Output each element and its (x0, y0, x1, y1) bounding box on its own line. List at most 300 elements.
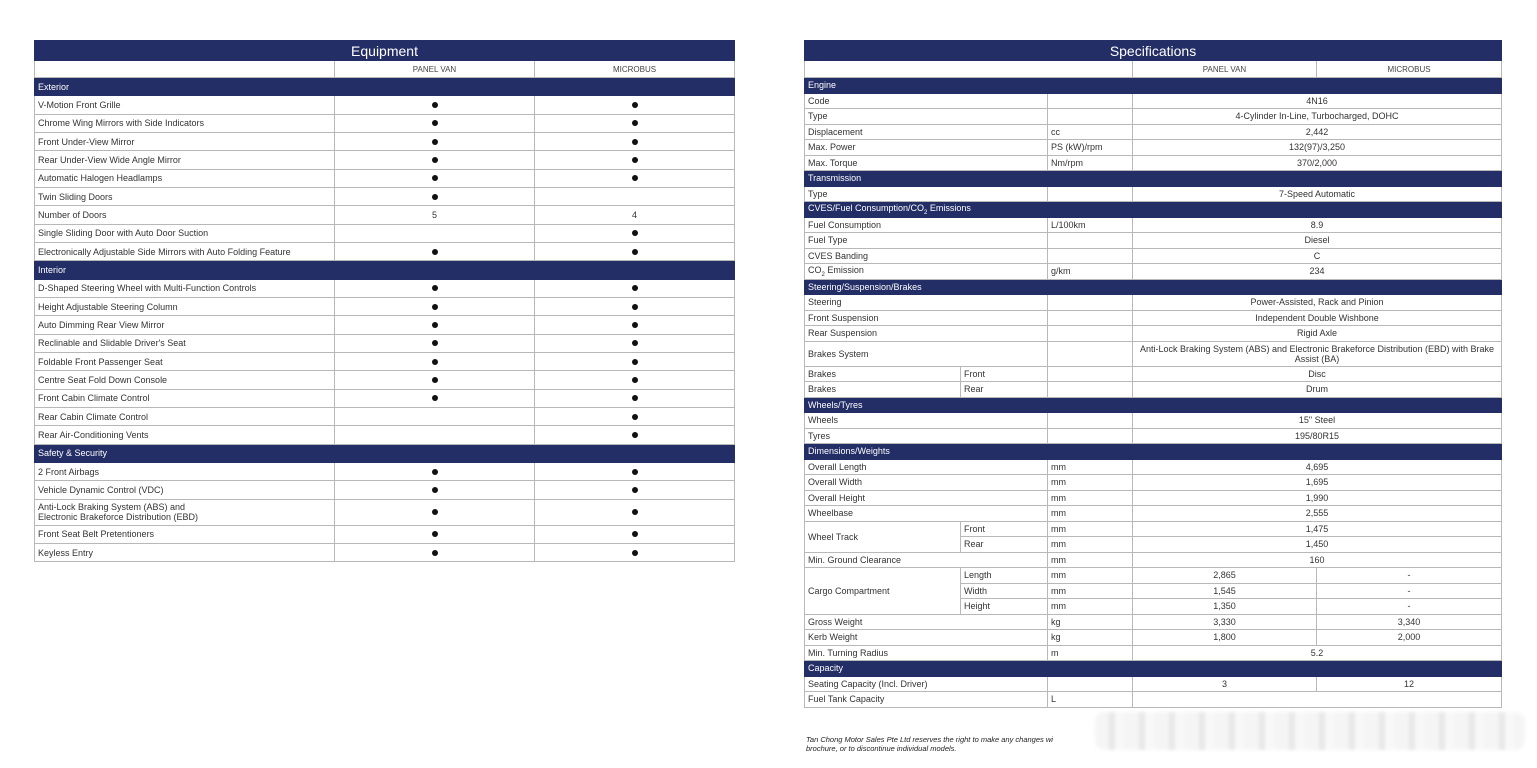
spec-section-wheels (805, 397, 1502, 444)
spec-co2-row-group (805, 264, 1502, 280)
standard-feature-dot-icon (632, 120, 638, 126)
spec-row (805, 326, 1502, 342)
equipment-title-row (35, 41, 735, 61)
spec-row (805, 413, 1502, 429)
spec-row-ground-clearance (805, 552, 1502, 568)
equipment-value-microbus (535, 371, 735, 389)
equipment-value-microbus (535, 481, 735, 499)
equipment-row (35, 525, 735, 543)
spec-label: CVES Banding (805, 248, 1048, 264)
spec-row (805, 217, 1502, 233)
spec-row (805, 109, 1502, 125)
spec-value: C (1133, 248, 1502, 264)
spec-section-engine (805, 78, 1502, 171)
spec-label: Kerb Weight (805, 630, 1048, 646)
spec-section-dimensions (805, 444, 1502, 522)
equipment-row (35, 297, 735, 315)
spec-row (805, 155, 1502, 171)
spec-unit: L/100km (1048, 217, 1133, 233)
spec-label: Overall Height (805, 490, 1048, 506)
equipment-row (35, 169, 735, 187)
spec-value-microbus: - (1317, 568, 1502, 584)
section-header (805, 279, 1502, 295)
spec-row-gross-weight (805, 614, 1502, 630)
equipment-row (35, 187, 735, 205)
spec-unit: kg (1048, 614, 1133, 630)
equipment-value-microbus: 4 (535, 206, 735, 224)
spec-row (805, 248, 1502, 264)
equipment-row (35, 389, 735, 407)
spec-value-microbus: 2,000 (1317, 630, 1502, 646)
equipment-label-text: Centre Seat Fold Down Console (38, 374, 168, 385)
equipment-label (35, 407, 335, 425)
spec-unit: m (1048, 645, 1133, 661)
section-header (805, 444, 1502, 460)
standard-feature-dot-icon (432, 531, 438, 537)
spec-row-cargo-length (805, 568, 1502, 584)
equipment-label (35, 316, 335, 334)
spec-section-cves-rows (805, 217, 1502, 264)
equipment-value-panel-van (335, 543, 535, 561)
spec-label: Wheelbase (805, 506, 1048, 522)
specifications-header-blank (805, 61, 1133, 78)
equipment-column-header-row (35, 61, 735, 78)
spec-value: 1,990 (1133, 490, 1502, 506)
spec-section-steering (805, 279, 1502, 341)
equipment-label-text: Front Seat Belt Pretentioners (38, 529, 155, 540)
spec-value: 4,695 (1133, 459, 1502, 475)
equipment-label (35, 279, 335, 297)
spec-unit: g/km (1048, 264, 1133, 280)
spec-sublabel: Length (961, 568, 1048, 584)
equipment-value-microbus (535, 297, 735, 315)
spec-label: Gross Weight (805, 614, 1048, 630)
equipment-label (35, 187, 335, 205)
spec-label: Wheels (805, 413, 1048, 429)
equipment-value-microbus (535, 96, 735, 114)
section-title: Dimensions/Weights (805, 444, 1502, 460)
spec-section-cves (805, 202, 1502, 218)
spec-sublabel: Rear (961, 537, 1048, 553)
equipment-value-microbus (535, 169, 735, 187)
equipment-value-panel-van (335, 279, 535, 297)
standard-feature-dot-icon (632, 414, 638, 420)
standard-feature-dot-icon (632, 487, 638, 493)
equipment-label-text: Front Under-View Mirror (38, 136, 135, 147)
spec-value: 234 (1133, 264, 1502, 280)
section-title: Capacity (805, 661, 1502, 677)
spec-unit (1048, 310, 1133, 326)
spec-value: 15" Steel (1133, 413, 1502, 429)
equipment-row (35, 96, 735, 114)
spec-value-panel-van: 1,800 (1133, 630, 1317, 646)
equipment-value-microbus (535, 279, 735, 297)
spec-unit (1048, 186, 1133, 202)
spec-row (805, 140, 1502, 156)
equipment-title: Equipment (35, 41, 735, 61)
equipment-row (35, 242, 735, 260)
subscript-2: 2 (924, 209, 928, 216)
spec-unit: mm (1048, 459, 1133, 475)
spec-label: Front Suspension (805, 310, 1048, 326)
spec-row (805, 310, 1502, 326)
section-title-suffix: Emissions (927, 202, 971, 213)
equipment-label-text: Foldable Front Passenger Seat (38, 356, 163, 367)
section-title: Exterior (35, 78, 735, 96)
equipment-label-text: Twin Sliding Doors (38, 191, 113, 202)
spec-label: Fuel Tank Capacity (805, 692, 1048, 708)
spec-unit: mm (1048, 475, 1133, 491)
spec-value: 5.2 (1133, 645, 1502, 661)
specifications-title-row (805, 41, 1502, 61)
standard-feature-dot-icon (432, 340, 438, 346)
section-title: Interior (35, 261, 735, 279)
standard-feature-dot-icon (632, 230, 638, 236)
spec-row (805, 186, 1502, 202)
equipment-label (35, 151, 335, 169)
spec-unit: mm (1048, 552, 1133, 568)
equipment-row (35, 114, 735, 132)
spec-unit (1048, 326, 1133, 342)
spec-sublabel: Height (961, 599, 1048, 615)
equipment-label (35, 96, 335, 114)
spec-label: Brakes (805, 366, 961, 382)
equipment-value-panel-van (335, 389, 535, 407)
spec-unit: mm (1048, 506, 1133, 522)
spec-unit: mm (1048, 537, 1133, 553)
equipment-value-microbus (535, 132, 735, 150)
equipment-value-microbus (535, 426, 735, 444)
spec-label: Seating Capacity (Incl. Driver) (805, 676, 1048, 692)
equipment-value-microbus (535, 316, 735, 334)
equipment-value-microbus (535, 389, 735, 407)
spec-row (805, 459, 1502, 475)
spec-label: Overall Width (805, 475, 1048, 491)
spec-row-kerb-weight (805, 630, 1502, 646)
spec-value-microbus: - (1317, 599, 1502, 615)
equipment-value-microbus (535, 224, 735, 242)
spec-value: 1,475 (1133, 521, 1502, 537)
equipment-value-microbus (535, 543, 735, 561)
spec-label: Wheel Track (805, 521, 961, 552)
equipment-label-text: Chrome Wing Mirrors with Side Indicators (38, 118, 205, 129)
equipment-row (35, 462, 735, 480)
equipment-row (35, 334, 735, 352)
section-title: Steering/Suspension/Brakes (805, 279, 1502, 295)
equipment-label-text: D-Shaped Steering Wheel with Multi-Function Controls (38, 283, 257, 294)
spec-unit (1048, 413, 1133, 429)
spec-row-wheel-track-front (805, 521, 1502, 537)
spec-label: Steering (805, 295, 1048, 311)
spec-label: Fuel Type (805, 233, 1048, 249)
equipment-label-text: Keyless Entry (38, 547, 94, 558)
equipment-label-text: Single Sliding Door with Auto Door Suction (38, 228, 209, 239)
specifications-header-panel-van: PANEL VAN (1133, 61, 1317, 78)
standard-feature-dot-icon (632, 395, 638, 401)
disclaimer-line-1: Tan Chong Motor Sales Pte Ltd reserves the right to make any changes wi (806, 735, 1053, 744)
co2-label-suffix: Emission (824, 264, 864, 275)
spec-value: Anti-Lock Braking System (ABS) and Electronic Brakeforce Distribution (EBD) with Brake Assist (BA) (1133, 341, 1502, 366)
blurred-overlay (1095, 712, 1525, 750)
equipment-row (35, 224, 735, 242)
equipment-value-microbus (535, 407, 735, 425)
standard-feature-dot-icon (632, 531, 638, 537)
equipment-label-text: Vehicle Dynamic Control (VDC) (38, 484, 164, 495)
equipment-label-text: Front Cabin Climate Control (38, 393, 150, 404)
spec-sublabel: Front (961, 521, 1048, 537)
spec-unit: mm (1048, 521, 1133, 537)
equipment-value-panel-van (335, 132, 535, 150)
spec-value: 195/80R15 (1133, 428, 1502, 444)
standard-feature-dot-icon (432, 194, 438, 200)
standard-feature-dot-icon (632, 285, 638, 291)
spec-value: 160 (1133, 552, 1502, 568)
equipment-value-panel-van: 5 (335, 206, 535, 224)
spec-value-panel-van: 2,865 (1133, 568, 1317, 584)
standard-feature-dot-icon (632, 340, 638, 346)
equipment-value-panel-van (335, 334, 535, 352)
spec-value: Drum (1133, 382, 1502, 398)
equipment-label (35, 462, 335, 480)
equipment-value-microbus (535, 499, 735, 525)
equipment-label (35, 426, 335, 444)
standard-feature-dot-icon (632, 509, 638, 515)
equipment-label-text: Anti-Lock Braking System (ABS) and (38, 502, 186, 513)
spec-section-transmission (805, 171, 1502, 202)
standard-feature-dot-icon (432, 102, 438, 108)
equipment-value-panel-van (335, 499, 535, 525)
section-title: Engine (805, 78, 1502, 94)
equipment-header-panel-van: PANEL VAN (335, 61, 535, 78)
spec-row (805, 428, 1502, 444)
standard-feature-dot-icon (632, 139, 638, 145)
spec-row (805, 490, 1502, 506)
equipment-row (35, 206, 735, 224)
spec-value-microbus: 3,340 (1317, 614, 1502, 630)
equipment-label-text: Rear Under-View Wide Angle Mirror (38, 154, 181, 165)
spec-sublabel: Width (961, 583, 1048, 599)
spec-unit (1048, 366, 1133, 382)
spec-unit (1048, 382, 1133, 398)
equipment-row (35, 279, 735, 297)
section-header (805, 78, 1502, 94)
spec-value-microbus: 12 (1317, 676, 1502, 692)
standard-feature-dot-icon (432, 139, 438, 145)
spec-value: Independent Double Wishbone (1133, 310, 1502, 326)
standard-feature-dot-icon (432, 550, 438, 556)
spec-label (805, 264, 1048, 280)
equipment-label (35, 499, 335, 525)
spec-unit (1048, 428, 1133, 444)
spec-row (805, 475, 1502, 491)
spec-value: Disc (1133, 366, 1502, 382)
standard-feature-dot-icon (632, 359, 638, 365)
standard-feature-dot-icon (432, 395, 438, 401)
spec-value: Diesel (1133, 233, 1502, 249)
equipment-header-blank (35, 61, 335, 78)
equipment-label-text: Reclinable and Slidable Driver's Seat (38, 338, 186, 349)
co2-label-prefix: CO (808, 264, 822, 275)
equipment-label (35, 352, 335, 370)
spec-value: 2,442 (1133, 124, 1502, 140)
equipment-header-microbus: MICROBUS (535, 61, 735, 78)
spec-unit: mm (1048, 599, 1133, 615)
spec-value: Rigid Axle (1133, 326, 1502, 342)
spec-row-brakes-system (805, 341, 1502, 366)
equipment-label (35, 114, 335, 132)
spec-label: Cargo Compartment (805, 568, 961, 615)
equipment-value-microbus (535, 151, 735, 169)
standard-feature-dot-icon (432, 377, 438, 383)
equipment-row (35, 371, 735, 389)
equipment-label-text: 2 Front Airbags (38, 466, 100, 477)
section-title: Safety & Security (35, 444, 735, 462)
spec-unit: mm (1048, 583, 1133, 599)
spec-unit (1048, 248, 1133, 264)
section-header (35, 78, 735, 96)
spec-row-brakes-rear (805, 382, 1502, 398)
spec-value: 4N16 (1133, 93, 1502, 109)
standard-feature-dot-icon (632, 432, 638, 438)
equipment-label (35, 481, 335, 499)
spec-unit: Nm/rpm (1048, 155, 1133, 171)
standard-feature-dot-icon (632, 377, 638, 383)
equipment-label (35, 543, 335, 561)
standard-feature-dot-icon (432, 157, 438, 163)
spec-unit: mm (1048, 490, 1133, 506)
equipment-value-microbus (535, 462, 735, 480)
equipment-value-panel-van (335, 169, 535, 187)
spec-unit: L (1048, 692, 1133, 708)
equipment-label (35, 334, 335, 352)
spec-row (805, 233, 1502, 249)
standard-feature-dot-icon (632, 322, 638, 328)
equipment-value-panel-van (335, 462, 535, 480)
spec-label: Min. Turning Radius (805, 645, 1048, 661)
spec-value: 132(97)/3,250 (1133, 140, 1502, 156)
section-header (805, 661, 1502, 677)
standard-feature-dot-icon (632, 249, 638, 255)
section-title-text: CVES/Fuel Consumption/CO (808, 202, 925, 213)
spec-label: Brakes System (805, 341, 1048, 366)
spec-label: Max. Torque (805, 155, 1048, 171)
spec-label: Max. Power (805, 140, 1048, 156)
section-title: Transmission (805, 171, 1502, 187)
equipment-label-text: Electronically Adjustable Side Mirrors with Auto Folding Feature (38, 246, 291, 257)
equipment-label (35, 169, 335, 187)
standard-feature-dot-icon (432, 249, 438, 255)
equipment-value-panel-van (335, 352, 535, 370)
equipment-label (35, 224, 335, 242)
equipment-row (35, 481, 735, 499)
equipment-value-microbus (535, 352, 735, 370)
disclaimer-line-2: brochure, or to discontinue individual models. (806, 744, 957, 753)
spec-value: 370/2,000 (1133, 155, 1502, 171)
standard-feature-dot-icon (432, 304, 438, 310)
spec-value: 1,695 (1133, 475, 1502, 491)
equipment-value-panel-van (335, 407, 535, 425)
specifications-column-header-row (805, 61, 1502, 78)
equipment-label (35, 389, 335, 407)
equipment-row (35, 151, 735, 169)
spec-brakes-group (805, 341, 1502, 397)
spec-value: Power-Assisted, Rack and Pinion (1133, 295, 1502, 311)
spec-value: 4-Cylinder In-Line, Turbocharged, DOHC (1133, 109, 1502, 125)
equipment-label-text: Number of Doors (38, 209, 107, 220)
spec-unit: PS (kW)/rpm (1048, 140, 1133, 156)
spec-value-panel-van: 3 (1133, 676, 1317, 692)
equipment-label (35, 132, 335, 150)
equipment-label-text: Automatic Halogen Headlamps (38, 173, 163, 184)
spec-sublabel: Rear (961, 382, 1048, 398)
spec-label: Rear Suspension (805, 326, 1048, 342)
equipment-label-text: Height Adjustable Steering Column (38, 301, 178, 312)
spec-unit: mm (1048, 568, 1133, 584)
equipment-row (35, 499, 735, 525)
standard-feature-dot-icon (432, 175, 438, 181)
equipment-value-panel-van (335, 371, 535, 389)
specifications-header-microbus: MICROBUS (1317, 61, 1502, 78)
equipment-value-panel-van (335, 525, 535, 543)
specifications-title: Specifications (805, 41, 1502, 61)
equipment-value-panel-van (335, 96, 535, 114)
equipment-value-microbus (535, 334, 735, 352)
standard-feature-dot-icon (432, 469, 438, 475)
section-header (35, 261, 735, 279)
standard-feature-dot-icon (432, 322, 438, 328)
spec-label: Min. Ground Clearance (805, 552, 1048, 568)
equipment-row (35, 426, 735, 444)
spec-label: Brakes (805, 382, 961, 398)
standard-feature-dot-icon (632, 469, 638, 475)
standard-feature-dot-icon (432, 285, 438, 291)
equipment-label (35, 297, 335, 315)
spec-label: Type (805, 109, 1048, 125)
spec-value-microbus: - (1317, 583, 1502, 599)
spec-row (805, 93, 1502, 109)
spec-label: Displacement (805, 124, 1048, 140)
spec-unit: cc (1048, 124, 1133, 140)
equipment-value-panel-van (335, 151, 535, 169)
equipment-value-panel-van (335, 316, 535, 334)
spec-value: 8.9 (1133, 217, 1502, 233)
spec-label: Overall Length (805, 459, 1048, 475)
section-header (805, 171, 1502, 187)
standard-feature-dot-icon (432, 509, 438, 515)
equipment-value-microbus (535, 114, 735, 132)
spec-unit (1048, 233, 1133, 249)
spec-unit (1048, 93, 1133, 109)
equipment-label (35, 206, 335, 224)
section-title: Wheels/Tyres (805, 397, 1502, 413)
spec-row (805, 295, 1502, 311)
equipment-row (35, 543, 735, 561)
spec-row-turning-radius (805, 645, 1502, 661)
spec-value-panel-van: 3,330 (1133, 614, 1317, 630)
equipment-value-microbus (535, 525, 735, 543)
equipment-label-text: V-Motion Front Grille (38, 99, 121, 110)
spec-row-fuel-tank (805, 692, 1502, 708)
spec-value (1133, 692, 1502, 708)
equipment-label (35, 525, 335, 543)
equipment-label-text: Rear Cabin Climate Control (38, 411, 149, 422)
equipment-value-microbus (535, 187, 735, 205)
spec-label: Code (805, 93, 1048, 109)
spec-unit (1048, 341, 1133, 366)
standard-feature-dot-icon (432, 359, 438, 365)
section-title (805, 202, 1502, 218)
equipment-value-panel-van (335, 187, 535, 205)
